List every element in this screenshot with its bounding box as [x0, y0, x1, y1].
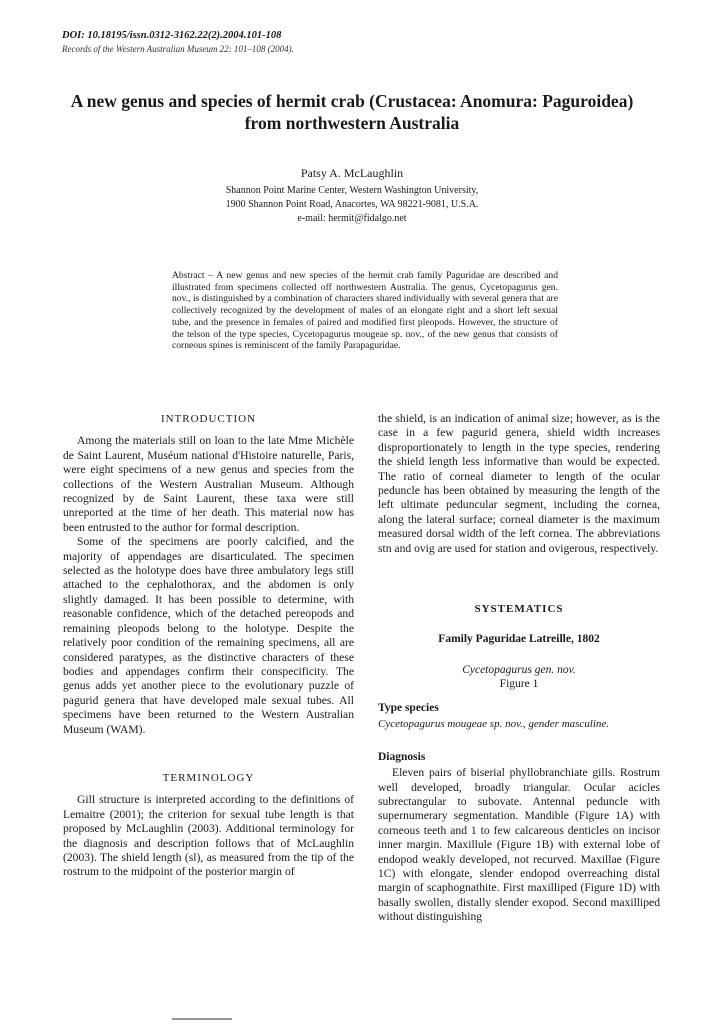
- page-footer-rule: [172, 1018, 232, 1020]
- type-species-heading: Type species: [378, 701, 439, 714]
- author-name: Patsy A. McLaughlin: [300, 166, 404, 180]
- genus-figure-ref: Figure 1: [499, 677, 539, 690]
- diagnosis-text: Eleven pairs of biserial phyllobranchiate gills. Rostrum well developed, broadly triangular. Ocular acicles subrectangular to subovate. Antennal peduncle with supernumerary segmentation. Mandible (Figure 1A) with corneous teeth and 1 to few calcareous denticles on incisor inner margin. Maxillule (Figure 1B) with external lobe of endopod weakly developed, not recurved. Maxillae (Figure 1C) with elongate, slender endopod overreaching distal margin of scaphognathite. First maxilliped (Figure 1D) with basally swollen, distally slender exopod. Second maxilliped without distinguishing: [378, 766, 660, 924]
- doi-line: DOI: 10.18195/issn.0312-3162.22(2).2004.101-108: [62, 30, 282, 41]
- right-column: [378, 412, 660, 925]
- left-column: [63, 412, 354, 880]
- terminology-paragraph: Gill structure is interpreted according to the definitions of Lemaitre (2001); the criterion for sexual tube length is that proposed by McLaughlin (2003). Additional terminology for the diagnosis and description follows that of McLaughlin (2003). The shield length (sl), as measured from the tip of the rostrum to the midpoint of the posterior margin of: [63, 793, 354, 879]
- paper-title: [40, 90, 664, 134]
- introduction-paragraph-1: Among the materials still on loan to the late Mme Michèle de Saint Laurent, Muséum national d'Histoire naturelle, Paris, were eight specimens of a new genus and species from the collections of the Western Australian Museum. Although recognized by de Saint Laurent, these taxa were still unreported at the time of her death. This material now has been entrusted to the author for formal description.: [63, 434, 354, 534]
- title-line-2: from northwestern Australia: [244, 113, 460, 133]
- address-line-1: Shannon Point Marine Center, Western Washington University,: [225, 185, 479, 196]
- title-line-1: A new genus and species of hermit crab (Crustacea: Anomura: Paguroidea): [70, 91, 634, 111]
- systematics-heading: SYSTEMATICS: [474, 603, 564, 616]
- genus-heading: [378, 663, 660, 691]
- introduction-heading: INTRODUCTION: [160, 413, 257, 425]
- type-species-text: Cycetopagurus mougeae sp. nov., gender masculine.: [378, 718, 610, 731]
- journal-citation: Records of the Western Australian Museum 22: 101–108 (2004).: [62, 44, 294, 54]
- introduction-paragraph-2: Some of the specimens are poorly calcified, and the majority of appendages are disarticulated. The specimen selected as the holotype does have three ambulatory legs still attached to the cephalothorax, and the abdomen is only slightly damaged. It has been possible to determine, with reasonable confidence, which of the detached pereopods and remaining pleopods belong to the holotype. Despite the relatively poor condition of the remaining specimens, all are considered paratypes, as the distinctive characters of these bodies and appendages confirm their conspecificity. The genus adds yet another piece to the evolutionary puzzle of pagurid genera that have developed male sexual tubes. All specimens have been returned to the Western Australian Museum (WAM).: [63, 535, 354, 736]
- diagnosis-heading: Diagnosis: [378, 750, 426, 763]
- author-email: e-mail: hermit@fidalgo.net: [297, 213, 407, 224]
- abstract: Abstract – A new genus and new species of the hermit crab family Paguridae are described and illustrated from specimens collected off northwestern Australia. The genus, Cycetopagurus gen. nov., is distinguished by a combination of characters shared individually with several genera that are collectively recognized by the development of males of an elongate right and a short left sexual tube, and the presence in females of paired and modified first pleopods. However, the structure of the telson of the type species, Cycetopagurus mougeae sp. nov., of the new genus that consists of corneous spines is reminiscent of the family Parapaguridae.: [172, 270, 558, 352]
- genus-name: Cycetopagurus gen. nov.: [462, 663, 576, 676]
- author-address: [0, 184, 704, 226]
- address-line-2: 1900 Shannon Point Road, Anacortes, WA 98221-9081, U.S.A.: [225, 199, 479, 210]
- family-heading: Family Paguridae Latreille, 1802: [438, 633, 600, 646]
- terminology-continuation: the shield, is an indication of animal size; however, as is the case in a few pagurid genera, shield width increases disproportionately to length in the type species, rendering the shield length less informative than would be expected. The ratio of corneal diameter to length of the ocular peduncle has been obtained by measuring the length of the left ultimate peduncular segment, including the cornea, along the lateral surface; corneal diameter is the maximum measured dorsal width of the left cornea. The abbreviations stn and ovig are used for station and ovigerous, respectively.: [378, 412, 660, 555]
- terminology-heading: TERMINOLOGY: [162, 771, 255, 784]
